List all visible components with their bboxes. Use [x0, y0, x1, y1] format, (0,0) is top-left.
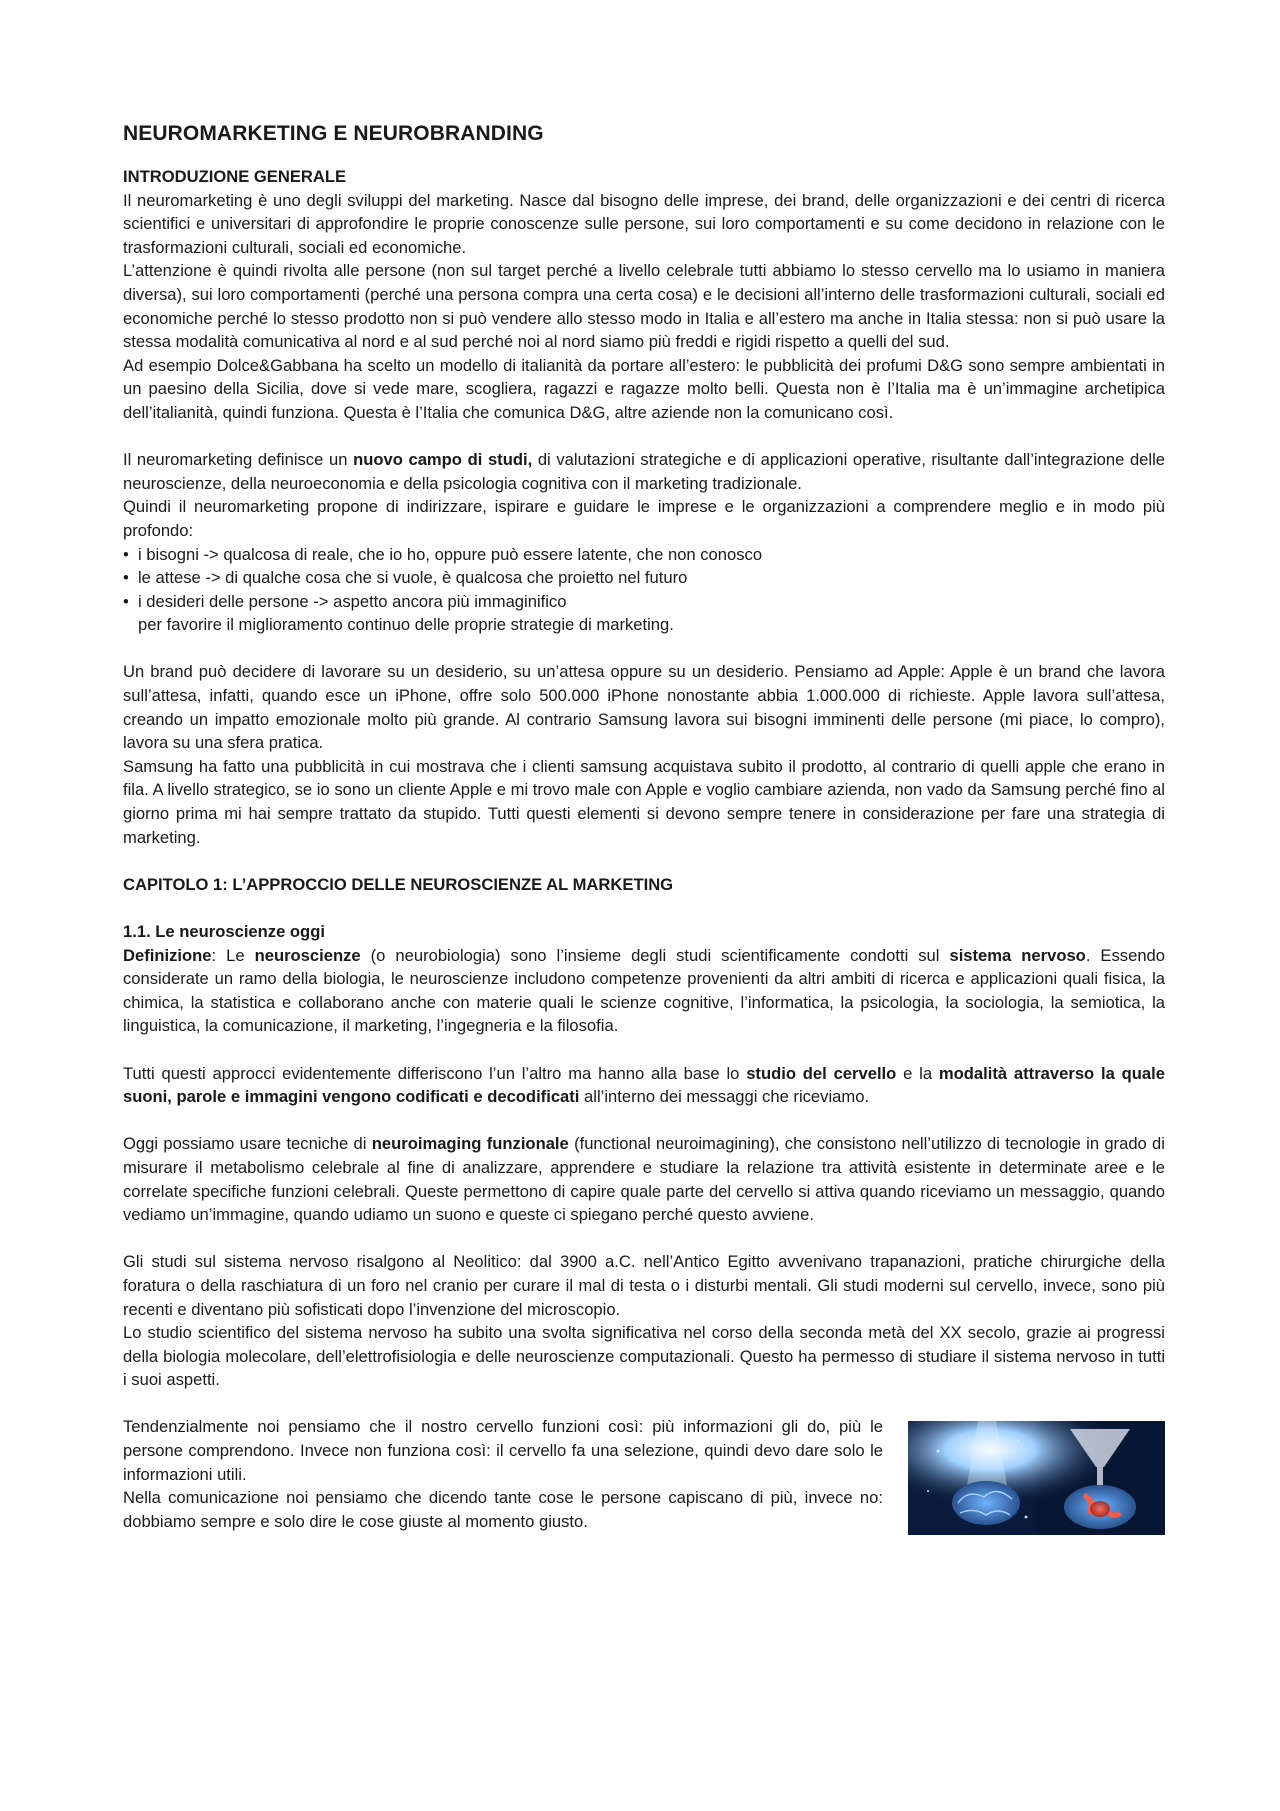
intro-paragraph: Quindi il neuromarketing propone di indirizzare, ispirare e guidare le imprese e le organizzazioni a comprendere meglio e in modo più profondo: — [123, 497, 1165, 540]
document-title: NEUROMARKETING E NEUROBRANDING — [123, 122, 544, 145]
chapter-paragraph: Tendenzialmente noi pensiamo che il nostro cervello funzioni così: più informazioni gli do, più le persone comprendono. Invece non funziona così: il cervello fa una selezione, quindi devo dare solo le informazioni utili. — [123, 1417, 883, 1484]
intro-paragraph: Un brand può decidere di lavorare su un desiderio, su un’attesa oppure su un desiderio. Pensiamo ad Apple: Apple è un brand che lavora sull’attesa, infatti, quando esce un iPhone, offre solo 500.000 iPhone nonostante abbia 1.000.000 di richieste. Apple lavora sull’attesa, creando un impatto emozionale molto più grande. Al contrario Samsung lavora sui bisogni imminenti delle persone (mi piace, lo compro), lavora su una sfera pratica. — [123, 662, 1165, 753]
list-continuation: per favorire il miglioramento continuo delle proprie strategie di marketing. — [138, 615, 674, 635]
text-with-figure — [123, 1415, 1165, 1533]
bullet-list — [123, 543, 1165, 614]
brain-illustration — [908, 1421, 1165, 1535]
chapter-heading: CAPITOLO 1: L’APPROCCIO DELLE NEUROSCIENZE AL MARKETING — [123, 874, 674, 894]
bold-term: nuovo campo di studi, — [353, 450, 533, 470]
chapter-paragraph: Nella comunicazione noi pensiamo che dicendo tante cose le persone capiscano di più, invece no: dobbiamo sempre e solo dire le cose giuste al momento giusto. — [123, 1488, 883, 1531]
list-item: • i bisogni -> qualcosa di reale, che io ho, oppure può essere latente, che non conosco — [123, 543, 1165, 567]
definition-paragraph: Definizione: Le neuroscienze (o neurobiologia) sono l’insieme degli studi scientificamente condotti sul sistema nervoso. Essendo considerate un ramo della biologia, le neuroscienze includono competenze provenienti da altri ambiti di ricerca e applicazioni quali fisica, la chimica, la statistica e collaborano anche con materie quali le scienze cognitive, l’informatica, la psicologia, la sociologia, la semiotica, la linguistica, la comunicazione, il marketing, l’ingegneria e la filosofia. — [123, 945, 1166, 1036]
chapter-paragraph: Gli studi sul sistema nervoso risalgono al Neolitico: dal 3900 a.C. nell’Antico Egitto avvenivano trapanazioni, pratiche chirurgiche della foratura o della raschiatura di un foro nel cranio per curare il mal di testa o i disturbi mentali. Gli studi moderni sul cervello, invece, sono più recenti e diventano più sofisticati dopo l’invenzione del microscopio. — [123, 1252, 1165, 1319]
intro-paragraph: L’attenzione è quindi rivolta alle persone (non sul target perché a livello celebrale tutti abbiamo lo stesso cervello ma lo usiamo in maniera diversa), sui loro comportamenti (perché una persona compra una certa cosa) e le decisioni all’interno delle trasformazioni culturali, sociali ed economiche perché lo stesso prodotto non si può vendere allo stesso modo in Italia e all’estero ma anche in Italia stessa: non si può usare la stessa modalità comunicativa al nord e al sud perché noi al nord siamo più freddi e rigidi rispetto a quelli del sud. — [123, 261, 1165, 352]
intro-paragraph: Ad esempio Dolce&Gabbana ha scelto un modello di italianità da portare all’estero: le pubblicità dei profumi D&G sono sempre ambientati in un paesino della Sicilia, dove si vede mare, scogliera, ragazzi e ragazze molto belli. Questa non è l’Italia ma è un’immagine archetipica dell’italianità, quindi funziona. Questa è l’Italia che comunica D&G, altre aziende non la comunicano così. — [123, 355, 1165, 422]
brain-image-icon — [908, 1421, 1165, 1535]
intro-paragraph: Il neuromarketing è uno degli sviluppi del marketing. Nasce dal bisogno delle imprese, dei brand, delle organizzazioni e dei centri di ricerca scientifici e universitari di approfondire le proprie conoscenze sulle persone, sui loro comportamenti e su come decidono in relazione con le trasformazioni culturali, sociali ed economiche. — [123, 190, 1165, 257]
chapter-paragraph: Oggi possiamo usare tecniche di neuroimaging funzionale (functional neuroimagining), che consistono nell’utilizzo di tecnologie in grado di misurare il metabolismo celebrale al fine di analizzare, apprendere e studiare la relazione tra attività esistente in determinate aree e le correlate specifiche funzioni celebrali. Queste permettono di capire quale parte del cervello si attiva quando riceviamo un messaggio, quando vediamo un’immagine, quando udiamo un suono e queste ci spiegano perché questo avviene. — [123, 1134, 1165, 1225]
list-item: • le attese -> di qualche cosa che si vuole, è qualcosa che proietto nel futuro — [123, 566, 1165, 590]
intro-paragraph: Il neuromarketing definisce un nuovo campo di studi, di valutazioni strategiche e di applicazioni operative, risultante dall’integrazione delle neuroscienze, della neuroeconomia e della psicologia cognitiva con il marketing tradizionale. — [123, 450, 1165, 493]
chapter-paragraph: Lo studio scientifico del sistema nervoso ha subito una svolta significativa nel corso della seconda metà del XX secolo, grazie ai progressi della biologia molecolare, dell’elettrofisiologia e delle neuroscienze computazionali. Questo ha permesso di studiare il sistema nervoso in tutti i suoi aspetti. — [123, 1323, 1165, 1390]
intro-paragraph: Samsung ha fatto una pubblicità in cui mostrava che i clienti samsung acquistava subito il prodotto, al contrario di quelli apple che erano in fila. A livello strategico, se io sono un cliente Apple e mi trovo male con Apple e voglio cambiare azienda, non vado da Samsung perché fino al giorno prima mi hai sempre trattato da stupido. Tutti questi elementi si devono sempre tenere in considerazione per fare una strategia di marketing. — [123, 756, 1165, 847]
chapter-paragraph: Tutti questi approcci evidentemente differiscono l’un l’altro ma hanno alla base lo studio del cervello e la modalità attraverso la quale suoni, parole e immagini vengono codificati e decodificati all’interno dei messaggi che riceviamo. — [123, 1063, 1165, 1107]
intro-heading: INTRODUZIONE GENERALE — [123, 167, 347, 186]
section-heading: 1.1. Le neuroscienze oggi — [123, 922, 325, 941]
list-item: • i desideri delle persone -> aspetto ancora più immaginifico — [123, 590, 1165, 614]
